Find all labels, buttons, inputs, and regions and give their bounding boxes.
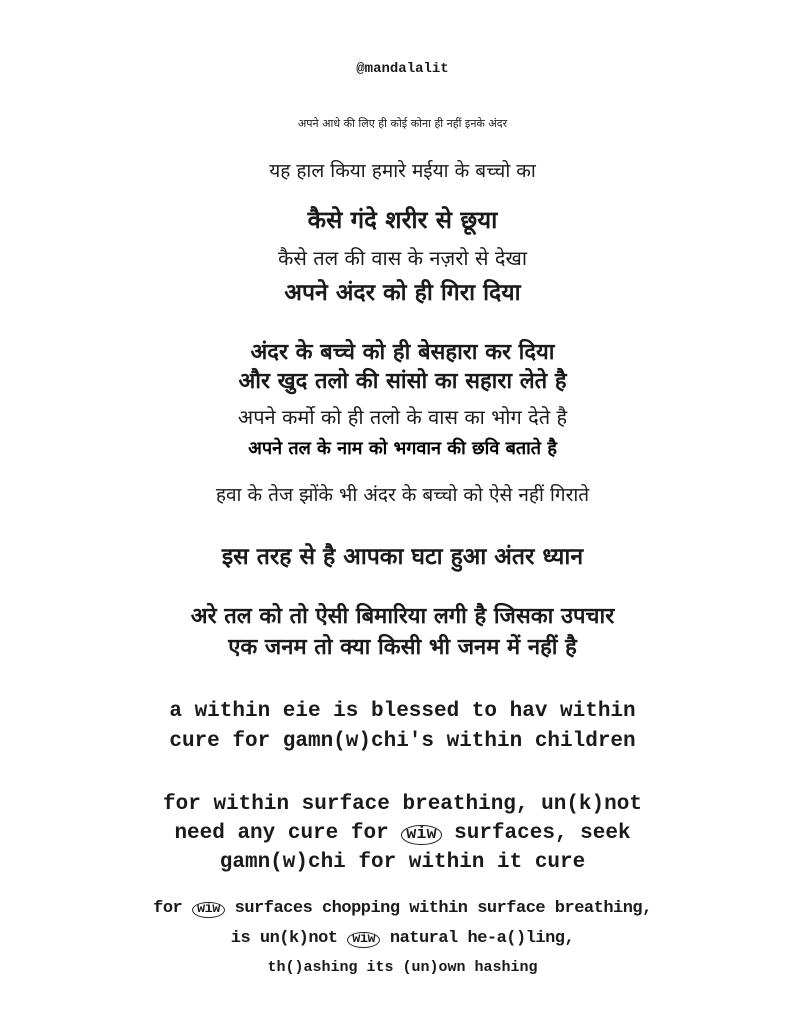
hindi-line-9: अपने तल के नाम को भगवान की छवि बताते है bbox=[248, 438, 557, 459]
hindi-line-5: अपने अंदर को ही गिरा दिया bbox=[284, 280, 521, 306]
english-line-1: a within eie is blessed to hav within bbox=[169, 700, 636, 723]
english-line-7-start: is un(k)not bbox=[230, 929, 338, 948]
hindi-line-4: कैसे तल की वास के नज़रो से देखा bbox=[277, 246, 528, 270]
english-line-5: gamn(w)chi for within it cure bbox=[219, 851, 586, 874]
hindi-line-3: कैसे गंदे शरीर से छूया bbox=[307, 206, 498, 234]
english-line-4-start: need any cure for bbox=[174, 822, 389, 845]
hindi-line-1: अपने आधे की लिए ही कोई कोना ही नहीं इनके अंदर bbox=[297, 117, 508, 130]
circled-word: wiw bbox=[401, 825, 441, 845]
english-line-2: cure for gamn(w)chi's within children bbox=[169, 730, 636, 753]
english-line-6-end: surfaces chopping within surface breathing, bbox=[234, 899, 652, 918]
circled-word: wiw bbox=[347, 932, 380, 948]
hindi-line-10: हवा के तेज झोंके भी अंदर के बच्चो को ऐसे नहीं गिराते bbox=[215, 484, 590, 506]
hindi-line-6: अंदर के बच्चे को ही बेसहारा कर दिया bbox=[250, 340, 555, 365]
hindi-line-2: यह हाल किया हमारे मईया के बच्चो का bbox=[269, 160, 536, 182]
english-line-8: th()ashing its (un)own hashing bbox=[267, 959, 538, 976]
english-line-6-start: for bbox=[153, 899, 183, 918]
english-line-7-end: natural he-a()ling, bbox=[389, 929, 575, 948]
author-handle: @mandalalit bbox=[356, 61, 449, 77]
circled-word: wiw bbox=[192, 902, 225, 918]
hindi-line-8: अपने कर्मो को ही तलो के वास का भोग देते है bbox=[237, 405, 568, 429]
hindi-line-7: और खुद तलो की सांसो का सहारा लेते है bbox=[238, 369, 567, 394]
english-line-6 bbox=[0, 900, 805, 918]
english-line-4-end: surfaces, seek bbox=[454, 822, 631, 845]
english-line-7 bbox=[0, 930, 805, 948]
hindi-line-12: अरे तल को तो ऐसी बिमारिया लगी है जिसका उपचार bbox=[190, 604, 615, 629]
english-line-4 bbox=[0, 823, 805, 845]
hindi-line-11: इस तरह से है आपका घटा हुआ अंतर ध्यान bbox=[221, 544, 584, 570]
english-line-3: for within surface breathing, un(k)not bbox=[163, 793, 642, 816]
hindi-line-13: एक जनम तो क्या किसी भी जनम में नहीं है bbox=[228, 635, 577, 660]
